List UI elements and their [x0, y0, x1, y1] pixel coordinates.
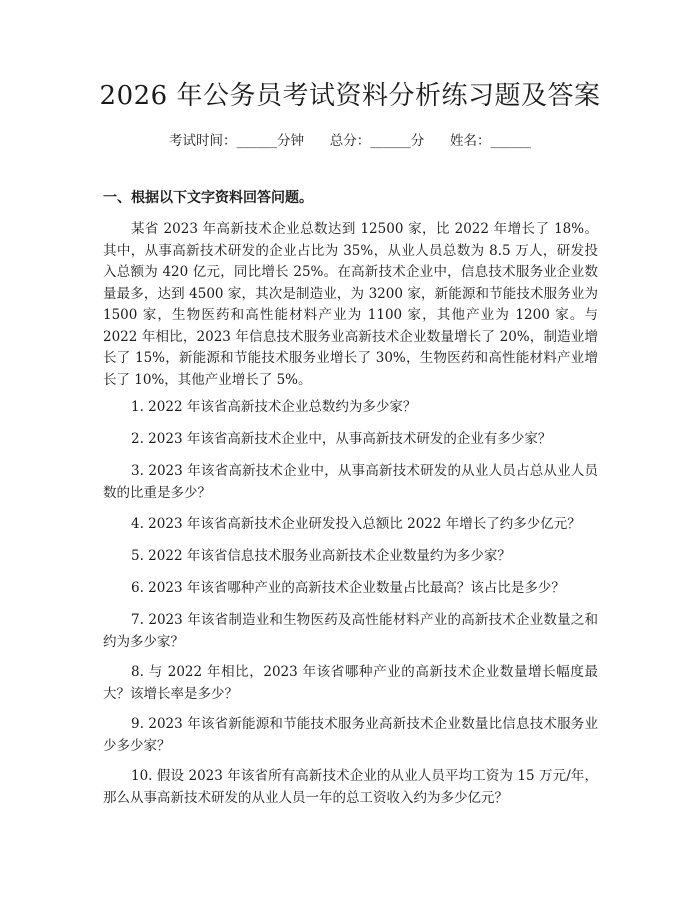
question-8: 8. 与 2022 年相比，2023 年该省哪种产业的高新技术企业数量增长幅度最大？该增长率是多少？	[103, 664, 598, 702]
section-heading: 一、根据以下文字资料回答问题。	[103, 190, 313, 206]
question-2: 2. 2023 年该省高新技术企业中，从事高新技术研发的企业有多少家？	[131, 431, 552, 447]
question-6: 6. 2023 年该省哪种产业的高新技术企业数量占比最高？该占比是多少？	[131, 580, 565, 596]
reading-passage: 某省 2023 年高新技术企业总数达到 12500 家，比 2022 年增长了 18%。其中，从事高新技术研发的企业占比为 35%，从业人员总数为 8.5 万人，研发投入总额为 420 亿元，同比增长 25%。在高新技术企业中，信息技术服务业企业数量最多，达到 4500 家，其次是制造业，为 3200 家，新能源和节能技术服务业为 1500 家，生物医药和高性能材料产业为 1100 家，其他产业为 1200 家。与 2022 年相比，2023 年信息技术服务业高新技术企业数量增长了 20%，制造业增长了 15%，新能源和节能技术服务业增长了 30%，生物医药和高性能材料产业增长了 10%，其他产业增长了 5%。	[103, 221, 598, 388]
document-title: 2026 年公务员考试资料分析练习题及答案	[99, 81, 601, 111]
question-9: 9. 2023 年该省新能源和节能技术服务业高新技术企业数量比信息技术服务业少多少家？	[103, 716, 598, 754]
question-7: 7. 2023 年该省制造业和生物医药及高性能材料产业的高新技术企业数量之和约为多少家？	[103, 612, 598, 650]
question-3: 3. 2023 年该省高新技术企业中，从事高新技术研发的从业人员占总从业人员数的比重是多少？	[103, 463, 598, 501]
question-10: 10. 假设 2023 年该省所有高新技术企业的从业人员平均工资为 15 万元/年，那么从事高新技术研发的从业人员一年的总工资收入约为多少亿元？	[103, 768, 598, 806]
exam-info-line: 考试时间：______分钟 总分：______分 姓名：______	[169, 133, 531, 149]
question-1: 1. 2022 年该省高新技术企业总数约为多少家？	[131, 399, 417, 415]
question-4: 4. 2023 年该省高新技术企业研发投入总额比 2022 年增长了约多少亿元？	[131, 516, 581, 532]
question-5: 5. 2022 年该省信息技术服务业高新技术企业数量约为多少家？	[131, 548, 511, 564]
